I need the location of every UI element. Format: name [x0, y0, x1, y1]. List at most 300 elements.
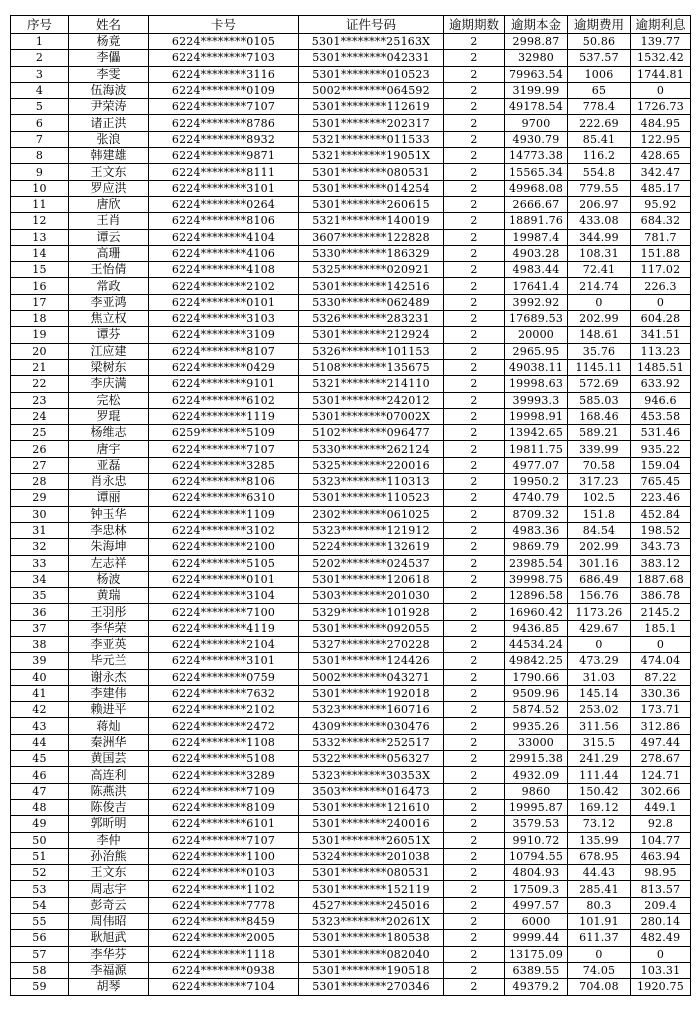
cell-card-number: 6224********7778 — [149, 897, 299, 913]
cell-overdue-fees: 317.23 — [568, 474, 631, 490]
cell-index: 37 — [11, 620, 69, 636]
cell-card-number: 6224********7109 — [149, 783, 299, 799]
cell-overdue-interest: 453.58 — [631, 408, 691, 424]
cell-overdue-fees: 537.57 — [568, 50, 631, 66]
table-row — [11, 490, 691, 506]
cell-id-number: 5301********080531 — [299, 865, 444, 881]
cell-overdue-periods: 2 — [444, 653, 505, 669]
cell-overdue-periods: 2 — [444, 229, 505, 245]
cell-name: 周志宇 — [69, 881, 149, 897]
cell-index: 27 — [11, 457, 69, 473]
cell-card-number: 6224********3289 — [149, 767, 299, 783]
cell-id-number: 5301********082040 — [299, 946, 444, 962]
cell-overdue-principal: 79963.54 — [505, 66, 568, 82]
cell-overdue-interest: 185.1 — [631, 620, 691, 636]
cell-id-number: 5303********201030 — [299, 588, 444, 604]
cell-id-number: 4527********245016 — [299, 897, 444, 913]
cell-index: 36 — [11, 604, 69, 620]
cell-id-number: 5301********121610 — [299, 799, 444, 815]
cell-overdue-principal: 19995.87 — [505, 799, 568, 815]
cell-overdue-interest: 0 — [631, 636, 691, 652]
cell-overdue-interest: 117.02 — [631, 262, 691, 278]
cell-index: 9 — [11, 164, 69, 180]
cell-overdue-fees: 554.8 — [568, 164, 631, 180]
cell-card-number: 6224********0109 — [149, 82, 299, 98]
cell-name: 江应建 — [69, 343, 149, 359]
cell-name: 杨竟 — [69, 34, 149, 50]
cell-overdue-interest: 280.14 — [631, 914, 691, 930]
cell-overdue-principal: 2965.95 — [505, 343, 568, 359]
cell-id-number: 5323********160716 — [299, 702, 444, 718]
table-row — [11, 131, 691, 147]
cell-id-number: 5002********043271 — [299, 669, 444, 685]
cell-overdue-principal: 17509.3 — [505, 881, 568, 897]
cell-id-number: 5330********186329 — [299, 245, 444, 261]
table-row — [11, 457, 691, 473]
cell-overdue-principal: 9910.72 — [505, 832, 568, 848]
cell-overdue-fees: 50.86 — [568, 34, 631, 50]
cell-name: 诸正洪 — [69, 115, 149, 131]
cell-id-number: 5301********014254 — [299, 180, 444, 196]
cell-overdue-interest: 946.6 — [631, 392, 691, 408]
cell-index: 48 — [11, 799, 69, 815]
cell-overdue-principal: 32980 — [505, 50, 568, 66]
cell-overdue-interest: 1532.42 — [631, 50, 691, 66]
table-row — [11, 34, 691, 50]
cell-name: 耿旭武 — [69, 930, 149, 946]
cell-name: 常政 — [69, 278, 149, 294]
cell-name: 王文东 — [69, 865, 149, 881]
cell-name: 周伟昭 — [69, 914, 149, 930]
cell-overdue-interest: 383.12 — [631, 555, 691, 571]
cell-overdue-principal: 9700 — [505, 115, 568, 131]
table-row — [11, 946, 691, 962]
cell-name: 梁树东 — [69, 359, 149, 375]
cell-index: 3 — [11, 66, 69, 82]
cell-overdue-principal: 4932.09 — [505, 767, 568, 783]
table-row — [11, 441, 691, 457]
cell-overdue-fees: 473.29 — [568, 653, 631, 669]
cell-id-number: 5301********180538 — [299, 930, 444, 946]
cell-card-number: 6224********1118 — [149, 946, 299, 962]
cell-card-number: 6224********0105 — [149, 34, 299, 50]
cell-id-number: 5327********270228 — [299, 636, 444, 652]
cell-index: 19 — [11, 327, 69, 343]
cell-overdue-fees: 101.91 — [568, 914, 631, 930]
cell-overdue-fees: 85.41 — [568, 131, 631, 147]
cell-name: 蒋灿 — [69, 718, 149, 734]
table-row — [11, 881, 691, 897]
cell-card-number: 6224********8459 — [149, 914, 299, 930]
cell-id-number: 5301********260615 — [299, 196, 444, 212]
cell-index: 11 — [11, 196, 69, 212]
cell-card-number: 6224********3102 — [149, 522, 299, 538]
cell-name: 李仲 — [69, 832, 149, 848]
cell-overdue-principal: 39993.3 — [505, 392, 568, 408]
cell-name: 李雯 — [69, 66, 149, 82]
cell-id-number: 5329********101928 — [299, 604, 444, 620]
table-row — [11, 82, 691, 98]
cell-overdue-fees: 108.31 — [568, 245, 631, 261]
cell-index: 30 — [11, 506, 69, 522]
cell-overdue-fees: 0 — [568, 294, 631, 310]
cell-index: 51 — [11, 848, 69, 864]
cell-index: 39 — [11, 653, 69, 669]
cell-card-number: 6224********8106 — [149, 213, 299, 229]
cell-overdue-interest: 781.7 — [631, 229, 691, 245]
cell-overdue-interest: 684.32 — [631, 213, 691, 229]
cell-overdue-principal: 19998.63 — [505, 376, 568, 392]
cell-overdue-periods: 2 — [444, 571, 505, 587]
cell-id-number: 5224********132619 — [299, 539, 444, 555]
cell-index: 43 — [11, 718, 69, 734]
cell-overdue-periods: 2 — [444, 506, 505, 522]
cell-overdue-fees: 611.37 — [568, 930, 631, 946]
cell-name: 彭奇云 — [69, 897, 149, 913]
header-row — [11, 16, 691, 34]
cell-card-number: 6224********0101 — [149, 571, 299, 587]
cell-name: 王怡倩 — [69, 262, 149, 278]
cell-id-number: 5323********121912 — [299, 522, 444, 538]
cell-name: 谭芬 — [69, 327, 149, 343]
cell-card-number: 6224********8106 — [149, 474, 299, 490]
cell-index: 17 — [11, 294, 69, 310]
cell-overdue-fees: 148.61 — [568, 327, 631, 343]
cell-index: 50 — [11, 832, 69, 848]
cell-overdue-interest: 92.8 — [631, 816, 691, 832]
table-row — [11, 408, 691, 424]
cell-card-number: 6224********0759 — [149, 669, 299, 685]
cell-name: 王文东 — [69, 164, 149, 180]
cell-overdue-principal: 20000 — [505, 327, 568, 343]
cell-overdue-periods: 2 — [444, 799, 505, 815]
cell-overdue-principal: 4930.79 — [505, 131, 568, 147]
table-row — [11, 555, 691, 571]
overdue-table — [10, 15, 691, 996]
cell-overdue-fees: 202.99 — [568, 539, 631, 555]
cell-overdue-periods: 2 — [444, 441, 505, 457]
cell-overdue-fees: 779.55 — [568, 180, 631, 196]
cell-index: 4 — [11, 82, 69, 98]
cell-card-number: 6224********2104 — [149, 636, 299, 652]
cell-overdue-fees: 241.29 — [568, 751, 631, 767]
cell-overdue-interest: 98.95 — [631, 865, 691, 881]
cell-id-number: 5301********240016 — [299, 816, 444, 832]
table-row — [11, 506, 691, 522]
cell-overdue-periods: 2 — [444, 702, 505, 718]
cell-overdue-fees: 168.46 — [568, 408, 631, 424]
cell-index: 25 — [11, 425, 69, 441]
table-body — [11, 34, 691, 996]
cell-overdue-principal: 2998.87 — [505, 34, 568, 50]
cell-id-number: 5301********080531 — [299, 164, 444, 180]
cell-card-number: 6224********7107 — [149, 99, 299, 115]
cell-overdue-principal: 4983.36 — [505, 522, 568, 538]
cell-id-number: 5301********142516 — [299, 278, 444, 294]
cell-id-number: 5323********110313 — [299, 474, 444, 490]
cell-index: 28 — [11, 474, 69, 490]
cell-id-number: 5301********07002X — [299, 408, 444, 424]
cell-id-number: 5108********135675 — [299, 359, 444, 375]
cell-overdue-principal: 9869.79 — [505, 539, 568, 555]
cell-card-number: 6224********0429 — [149, 359, 299, 375]
cell-index: 7 — [11, 131, 69, 147]
cell-card-number: 6224********1108 — [149, 734, 299, 750]
cell-index: 1 — [11, 34, 69, 50]
cell-overdue-fees: 572.69 — [568, 376, 631, 392]
cell-index: 54 — [11, 897, 69, 913]
cell-overdue-fees: 589.21 — [568, 425, 631, 441]
cell-index: 2 — [11, 50, 69, 66]
table-row — [11, 604, 691, 620]
cell-overdue-principal: 16960.42 — [505, 604, 568, 620]
cell-name: 李建伟 — [69, 685, 149, 701]
header-overdue-interest: 逾期利息 — [631, 16, 691, 34]
cell-name: 秦洲华 — [69, 734, 149, 750]
cell-overdue-periods: 2 — [444, 99, 505, 115]
cell-id-number: 5322********056327 — [299, 751, 444, 767]
table-row — [11, 832, 691, 848]
cell-id-number: 5330********062489 — [299, 294, 444, 310]
table-row — [11, 196, 691, 212]
cell-overdue-principal: 4977.07 — [505, 457, 568, 473]
cell-overdue-fees: 116.2 — [568, 148, 631, 164]
cell-card-number: 6224********7632 — [149, 685, 299, 701]
table-row — [11, 376, 691, 392]
cell-card-number: 6224********0938 — [149, 962, 299, 978]
cell-overdue-principal: 39998.75 — [505, 571, 568, 587]
cell-name: 肖永忠 — [69, 474, 149, 490]
cell-id-number: 5301********010523 — [299, 66, 444, 82]
cell-overdue-fees: 585.03 — [568, 392, 631, 408]
cell-index: 41 — [11, 685, 69, 701]
cell-overdue-periods: 2 — [444, 131, 505, 147]
table-row — [11, 783, 691, 799]
cell-id-number: 5323********20261X — [299, 914, 444, 930]
cell-overdue-interest: 312.86 — [631, 718, 691, 734]
cell-overdue-interest: 302.66 — [631, 783, 691, 799]
cell-overdue-fees: 70.58 — [568, 457, 631, 473]
cell-overdue-principal: 13942.65 — [505, 425, 568, 441]
cell-overdue-interest: 87.22 — [631, 669, 691, 685]
table-row — [11, 816, 691, 832]
table-row — [11, 327, 691, 343]
table-row — [11, 865, 691, 881]
cell-id-number: 5301********112619 — [299, 99, 444, 115]
table-row — [11, 539, 691, 555]
cell-name: 黄瑞 — [69, 588, 149, 604]
cell-name: 孙治熊 — [69, 848, 149, 864]
cell-card-number: 6224********3285 — [149, 457, 299, 473]
cell-overdue-interest: 935.22 — [631, 441, 691, 457]
cell-overdue-interest: 765.45 — [631, 474, 691, 490]
cell-overdue-interest: 173.71 — [631, 702, 691, 718]
table-row — [11, 392, 691, 408]
cell-id-number: 5301********202317 — [299, 115, 444, 131]
cell-index: 15 — [11, 262, 69, 278]
cell-name: 谭丽 — [69, 490, 149, 506]
cell-name: 李忠林 — [69, 522, 149, 538]
cell-overdue-principal: 29915.38 — [505, 751, 568, 767]
header-index: 序号 — [11, 16, 69, 34]
cell-overdue-principal: 12896.58 — [505, 588, 568, 604]
table-row — [11, 245, 691, 261]
cell-name: 陈俊吉 — [69, 799, 149, 815]
cell-card-number: 6224********7100 — [149, 604, 299, 620]
cell-overdue-periods: 2 — [444, 213, 505, 229]
header-overdue-periods: 逾期期数 — [444, 16, 505, 34]
cell-card-number: 6224********5105 — [149, 555, 299, 571]
cell-card-number: 6224********3109 — [149, 327, 299, 343]
table-row — [11, 636, 691, 652]
cell-overdue-periods: 2 — [444, 34, 505, 50]
cell-index: 58 — [11, 962, 69, 978]
cell-overdue-fees: 222.69 — [568, 115, 631, 131]
cell-card-number: 6224********4119 — [149, 620, 299, 636]
table-row — [11, 229, 691, 245]
cell-overdue-principal: 23985.54 — [505, 555, 568, 571]
cell-overdue-periods: 2 — [444, 50, 505, 66]
table-row — [11, 702, 691, 718]
cell-id-number: 5321********140019 — [299, 213, 444, 229]
cell-index: 6 — [11, 115, 69, 131]
cell-name: 焦立权 — [69, 311, 149, 327]
cell-overdue-periods: 2 — [444, 425, 505, 441]
cell-name: 韩建雄 — [69, 148, 149, 164]
cell-name: 赖进平 — [69, 702, 149, 718]
table-row — [11, 99, 691, 115]
cell-id-number: 5325********220016 — [299, 457, 444, 473]
cell-overdue-interest: 124.71 — [631, 767, 691, 783]
cell-overdue-principal: 15565.34 — [505, 164, 568, 180]
cell-id-number: 5102********096477 — [299, 425, 444, 441]
cell-name: 谢永杰 — [69, 669, 149, 685]
cell-overdue-periods: 2 — [444, 962, 505, 978]
cell-id-number: 5202********024537 — [299, 555, 444, 571]
cell-overdue-interest: 386.78 — [631, 588, 691, 604]
cell-overdue-principal: 9935.26 — [505, 718, 568, 734]
cell-overdue-principal: 4740.79 — [505, 490, 568, 506]
cell-index: 23 — [11, 392, 69, 408]
cell-overdue-fees: 72.41 — [568, 262, 631, 278]
cell-card-number: 6224********0103 — [149, 865, 299, 881]
cell-overdue-periods: 2 — [444, 881, 505, 897]
cell-card-number: 6224********1109 — [149, 506, 299, 522]
cell-overdue-periods: 2 — [444, 359, 505, 375]
cell-overdue-fees: 686.49 — [568, 571, 631, 587]
table-row — [11, 653, 691, 669]
cell-overdue-fees: 35.76 — [568, 343, 631, 359]
cell-overdue-fees: 44.43 — [568, 865, 631, 881]
cell-overdue-periods: 2 — [444, 734, 505, 750]
cell-overdue-interest: 463.94 — [631, 848, 691, 864]
cell-overdue-fees: 1145.11 — [568, 359, 631, 375]
table-row — [11, 164, 691, 180]
table-row — [11, 115, 691, 131]
cell-index: 53 — [11, 881, 69, 897]
cell-card-number: 6224********8786 — [149, 115, 299, 131]
cell-overdue-periods: 2 — [444, 848, 505, 864]
cell-id-number: 5301********26051X — [299, 832, 444, 848]
cell-overdue-interest: 0 — [631, 946, 691, 962]
cell-overdue-interest: 531.46 — [631, 425, 691, 441]
cell-overdue-interest: 341.51 — [631, 327, 691, 343]
cell-card-number: 6224********6101 — [149, 816, 299, 832]
cell-card-number: 6224********2100 — [149, 539, 299, 555]
cell-overdue-interest: 484.95 — [631, 115, 691, 131]
cell-card-number: 6224********0101 — [149, 294, 299, 310]
cell-card-number: 6224********7104 — [149, 979, 299, 995]
table-row — [11, 571, 691, 587]
cell-card-number: 6224********8107 — [149, 343, 299, 359]
cell-name: 伍海波 — [69, 82, 149, 98]
cell-overdue-fees: 150.42 — [568, 783, 631, 799]
cell-index: 8 — [11, 148, 69, 164]
cell-index: 24 — [11, 408, 69, 424]
cell-index: 40 — [11, 669, 69, 685]
cell-overdue-principal: 49178.54 — [505, 99, 568, 115]
cell-overdue-interest: 452.84 — [631, 506, 691, 522]
table-row — [11, 718, 691, 734]
cell-overdue-principal: 49842.25 — [505, 653, 568, 669]
cell-overdue-interest: 482.49 — [631, 930, 691, 946]
cell-name: 完松 — [69, 392, 149, 408]
cell-overdue-interest: 1920.75 — [631, 979, 691, 995]
cell-card-number: 6224********3101 — [149, 180, 299, 196]
cell-name: 谭云 — [69, 229, 149, 245]
cell-overdue-periods: 2 — [444, 930, 505, 946]
table-row — [11, 50, 691, 66]
cell-name: 杨波 — [69, 571, 149, 587]
cell-overdue-periods: 2 — [444, 979, 505, 995]
cell-name: 李亚鸿 — [69, 294, 149, 310]
cell-card-number: 6224********9871 — [149, 148, 299, 164]
cell-overdue-interest: 1485.51 — [631, 359, 691, 375]
cell-card-number: 6224********2102 — [149, 702, 299, 718]
cell-id-number: 5321********214110 — [299, 376, 444, 392]
table-row — [11, 588, 691, 604]
cell-name: 李华芬 — [69, 946, 149, 962]
cell-overdue-interest: 103.31 — [631, 962, 691, 978]
table-row — [11, 213, 691, 229]
table-row — [11, 425, 691, 441]
cell-overdue-principal: 17641.4 — [505, 278, 568, 294]
cell-index: 59 — [11, 979, 69, 995]
cell-overdue-interest: 474.04 — [631, 653, 691, 669]
cell-card-number: 6224********1100 — [149, 848, 299, 864]
cell-name: 尹荣涛 — [69, 99, 149, 115]
cell-overdue-fees: 145.14 — [568, 685, 631, 701]
cell-card-number: 6224********7107 — [149, 832, 299, 848]
cell-overdue-periods: 2 — [444, 522, 505, 538]
cell-name: 王肖 — [69, 213, 149, 229]
cell-index: 31 — [11, 522, 69, 538]
cell-card-number: 6224********4106 — [149, 245, 299, 261]
cell-card-number: 6224********2102 — [149, 278, 299, 294]
cell-overdue-interest: 159.04 — [631, 457, 691, 473]
cell-id-number: 5301********092055 — [299, 620, 444, 636]
cell-overdue-interest: 223.46 — [631, 490, 691, 506]
cell-overdue-periods: 2 — [444, 490, 505, 506]
cell-id-number: 5321********011533 — [299, 131, 444, 147]
cell-overdue-principal: 49379.2 — [505, 979, 568, 995]
cell-id-number: 5301********212924 — [299, 327, 444, 343]
cell-index: 57 — [11, 946, 69, 962]
cell-overdue-interest: 151.88 — [631, 245, 691, 261]
cell-id-number: 5326********101153 — [299, 343, 444, 359]
cell-overdue-interest: 226.3 — [631, 278, 691, 294]
cell-index: 45 — [11, 751, 69, 767]
